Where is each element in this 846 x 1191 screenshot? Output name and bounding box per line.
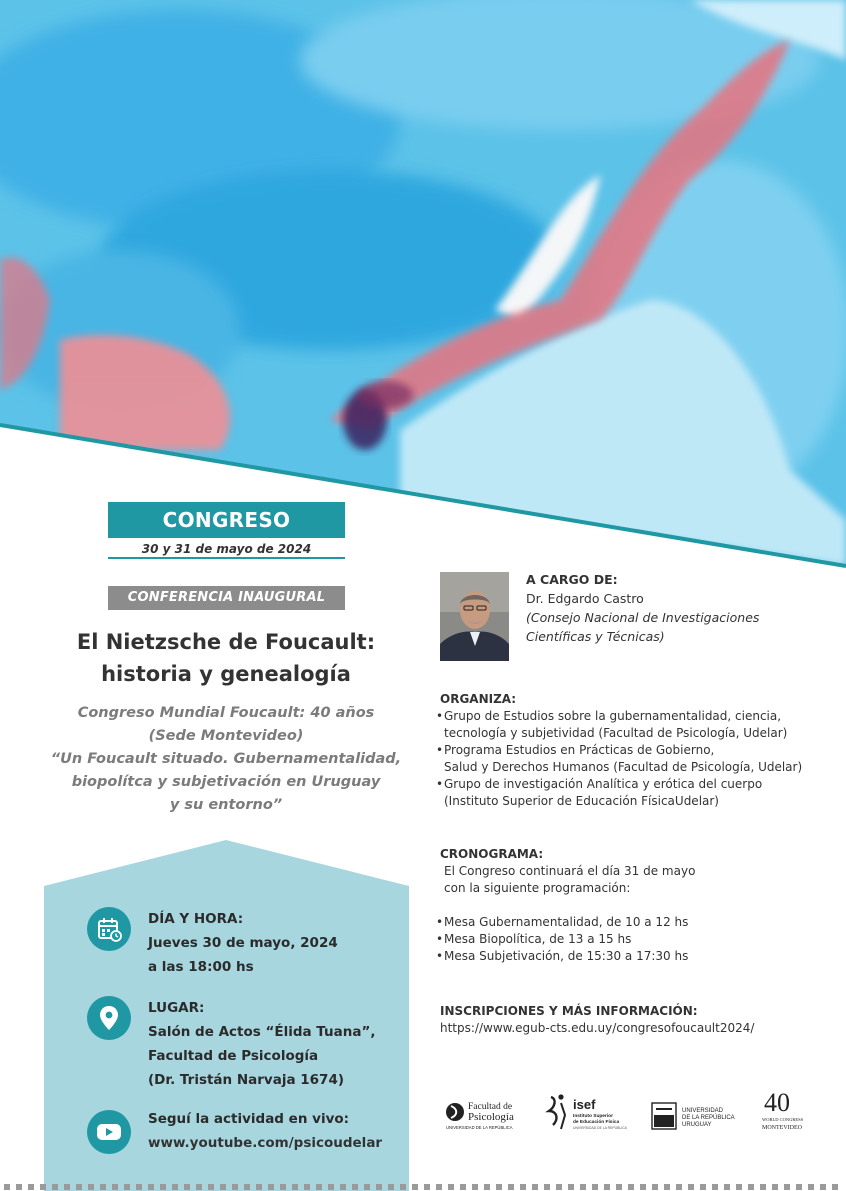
title-line: El Nietzsche de Foucault:	[76, 630, 376, 654]
list-item: • Grupo de investigación Analítica y erótica del cuerpo (Instituto Superior de Educación FísicaUdelar)	[436, 777, 763, 808]
date-time-block	[148, 907, 338, 979]
youtube-icon	[87, 1110, 131, 1154]
location-line: Salón de Actos “Élida Tuana”,	[148, 1024, 376, 1040]
svg-text:UNIVERSIDAD DE LA REPÚBLICA: UNIVERSIDAD DE LA REPÚBLICA	[446, 1125, 513, 1130]
svg-text:UNIVERSIDAD: UNIVERSIDAD	[682, 1108, 724, 1114]
subtitle-line: Congreso Mundial Foucault: 40 años	[77, 705, 375, 721]
svg-text:isef: isef	[573, 1097, 596, 1112]
svg-text:Instituto Superior: Instituto Superior	[573, 1114, 613, 1119]
youtube-link[interactable]: www.youtube.com/psicoudelar	[148, 1135, 383, 1151]
svg-text:Psicología: Psicología	[468, 1111, 514, 1123]
list-item: • Mesa Subjetivación, de 15:30 a 17:30 hs	[436, 949, 689, 963]
schedule-label: CRONOGRAMA:	[440, 847, 544, 861]
page-title	[40, 626, 412, 690]
svg-text:WORLD CONGRESS: WORLD CONGRESS	[762, 1117, 804, 1122]
list-item: • Programa Estudios en Prácticas de Gobierno, Salud y Derechos Humanos (Facultad de Psicología, Udelar)	[436, 743, 803, 774]
stream-block	[148, 1107, 382, 1155]
schedule-block	[436, 846, 820, 965]
schedule-intro: con la siguiente programación:	[444, 881, 631, 895]
speaker-block	[526, 570, 826, 646]
registration-label: INSCRIPCIONES Y MÁS INFORMACIÓN:	[440, 1004, 698, 1018]
location-line: (Dr. Tristán Narvaja 1674)	[148, 1072, 345, 1088]
svg-text:40: 40	[764, 1088, 790, 1117]
calendar-icon	[87, 907, 131, 951]
list-item: • Mesa Gubernamentalidad, de 10 a 12 hs	[436, 915, 689, 929]
organizers-label: ORGANIZA:	[440, 692, 517, 706]
conference-tag: CONFERENCIA INAUGURAL	[108, 586, 345, 610]
psicologia-logo	[444, 1085, 534, 1135]
location-block	[148, 996, 375, 1092]
svg-text:DE LA REPÚBLICA: DE LA REPÚBLICA	[682, 1115, 735, 1121]
date-time-label: DÍA Y HORA:	[148, 911, 244, 927]
subtitle-line: biopolítca y subjetivación en Uruguay	[71, 774, 381, 790]
svg-text:MONTEVIDEO: MONTEVIDEO	[762, 1125, 802, 1131]
subtitle-line: (Sede Montevideo)	[148, 728, 304, 744]
svg-text:de Educación Física: de Educación Física	[573, 1120, 620, 1125]
title-line: historia y genealogía	[101, 662, 351, 686]
date-value: Jueves 30 de mayo, 2024	[148, 935, 338, 951]
registration-block	[440, 1003, 820, 1037]
speaker-affiliation: (Consejo Nacional de Investigaciones	[526, 610, 760, 625]
subtitle-line: y su entorno”	[169, 797, 283, 813]
stream-label: Seguí la actividad en vivo:	[148, 1111, 350, 1127]
time-value: a las 18:00 hs	[148, 959, 254, 975]
logos-row	[440, 1085, 820, 1135]
list-item: • Mesa Biopolítica, de 13 a 15 hs	[436, 932, 632, 946]
speaker-photo	[440, 572, 509, 661]
location-label: LUGAR:	[148, 1000, 205, 1016]
svg-text:UNIVERSIDAD DE LA REPÚBLICA: UNIVERSIDAD DE LA REPÚBLICA	[573, 1126, 627, 1130]
congress-badge: CONGRESO	[108, 502, 345, 538]
speaker-affiliation: Científicas y Técnicas)	[526, 629, 665, 644]
registration-link[interactable]: https://www.egub-cts.edu.uy/congresofoucault2024/	[440, 1021, 755, 1035]
congress-subtitle	[30, 702, 422, 817]
dotted-border	[0, 1183, 846, 1191]
congress-dates: 30 y 31 de mayo de 2024	[108, 539, 345, 559]
organizers-block	[436, 691, 820, 810]
svg-text:URUGUAY: URUGUAY	[682, 1122, 712, 1128]
watercolor-header-image	[0, 0, 846, 570]
location-pin-icon	[87, 996, 131, 1040]
foucault-40-logo	[756, 1085, 816, 1135]
location-line: Facultad de Psicología	[148, 1048, 319, 1064]
schedule-intro: El Congreso continuará el día 31 de mayo	[444, 864, 696, 878]
speaker-name: Dr. Edgardo Castro	[526, 591, 644, 606]
speaker-label: A CARGO DE:	[526, 572, 618, 587]
svg-text:Facultad de: Facultad de	[468, 1102, 513, 1112]
isef-logo	[543, 1085, 635, 1135]
subtitle-line: “Un Foucault situado. Gubernamentalidad,	[50, 751, 402, 767]
udelar-logo	[650, 1085, 746, 1135]
list-item: • Grupo de Estudios sobre la gubernamentalidad, ciencia, tecnología y subjetividad (Facultad de Psicología, Udelar)	[436, 709, 788, 740]
